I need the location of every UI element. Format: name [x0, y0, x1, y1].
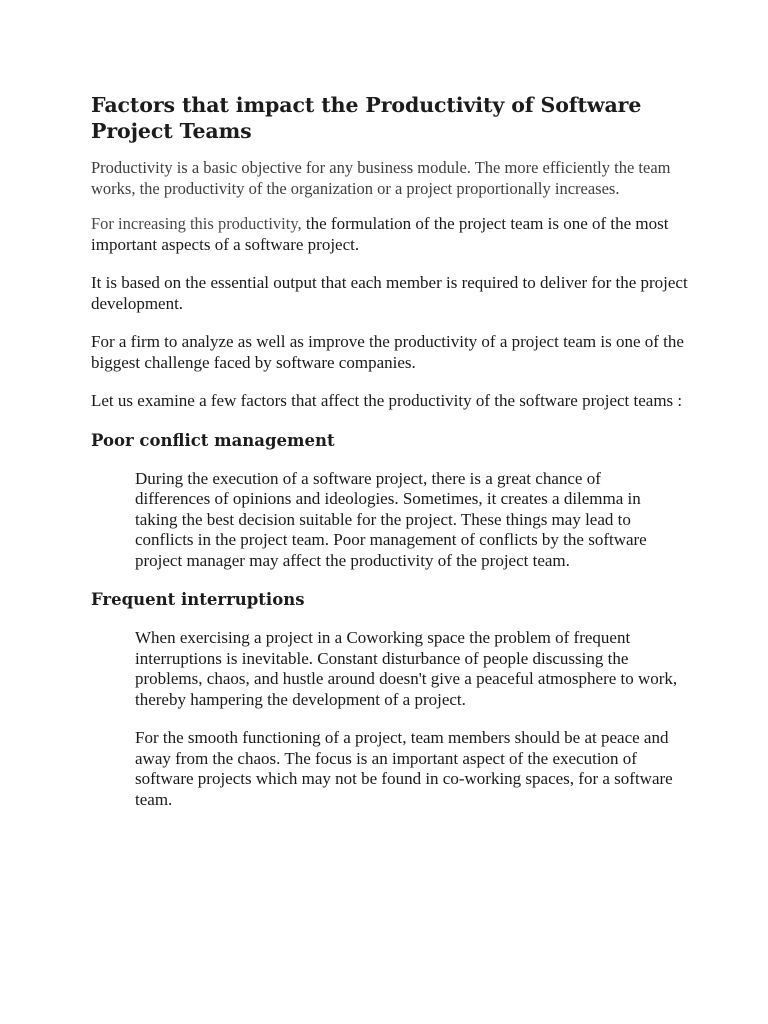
document-content	[91, 92, 691, 828]
paragraph-examine: Let us examine a few factors that affect the productivity of the software project teams :	[91, 391, 683, 410]
paragraph-challenge: For a firm to analyze as well as improve the productivity of a project team is one of the biggest challenge faced by software companies.	[91, 332, 684, 372]
section-paragraph: For the smooth functioning of a project, team members should be at peace and away from the chaos. The focus is an important aspect of the execution of software projects which may not be found in co-working spaces, for a software team.	[135, 728, 673, 809]
section-paragraph: When exercising a project in a Coworking space the problem of frequent interruptions is inevitable. Constant disturbance of people discussing the problems, chaos, and hustle around doesn't give a peaceful atmosphere to work, thereby hampering the development of a project.	[135, 628, 678, 709]
paragraph-rest-text: the formulation of the project team is one of the most important aspects of a software project.	[91, 214, 669, 254]
section-heading-interruptions: Frequent interruptions	[91, 590, 305, 609]
paragraph-formulation	[91, 214, 691, 255]
paragraph-output: It is based on the essential output that each member is required to deliver for the project development.	[91, 273, 688, 313]
paragraph-lead-text: For increasing this productivity,	[91, 214, 302, 233]
section-body-conflict	[135, 469, 680, 572]
document-title: Factors that impact the Productivity of Software Project Teams	[91, 93, 642, 143]
intro-paragraph: Productivity is a basic objective for any business module. The more efficiently the team works, the productivity of the organization or a project proportionally increases.	[91, 158, 671, 198]
section-paragraph: During the execution of a software project, there is a great chance of differences of opinions and ideologies. Sometimes, it creates a dilemma in taking the best decision suitable for the project. These things may lead to conflicts in the project team. Poor management of conflicts by the software project manager may affect the productivity of the project team.	[135, 468, 647, 570]
section-heading-conflict: Poor conflict management	[91, 430, 335, 450]
section-body-interruptions	[135, 628, 680, 810]
